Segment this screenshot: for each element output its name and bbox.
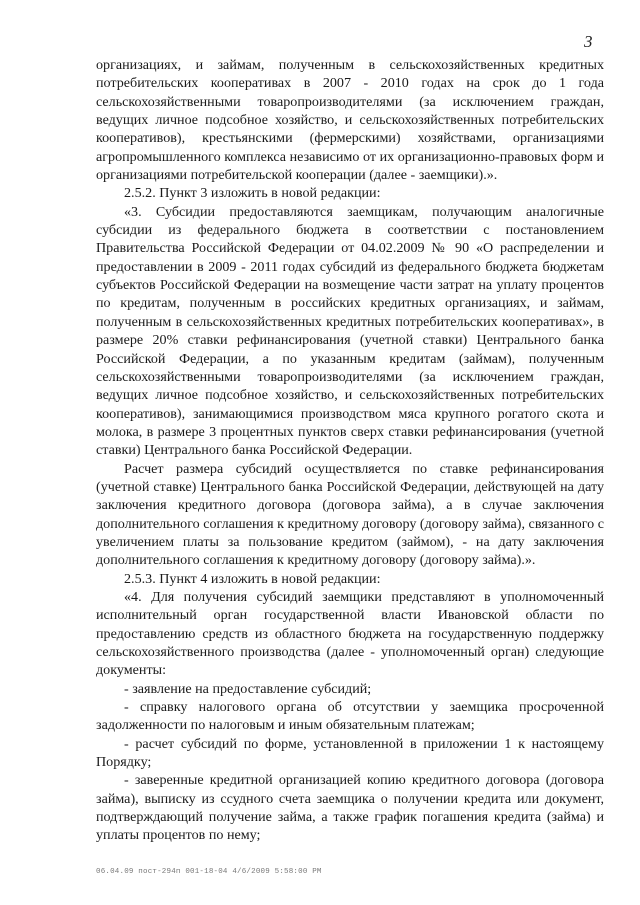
document-footer: 06.04.09 пост-294п 001-18-04 4/6/2009 5:58:00 PM bbox=[96, 868, 322, 876]
document-body bbox=[96, 56, 604, 845]
list-item-tax-certificate: - справку налогового органа об отсутствии у заемщика просроченной задолженности по налоговым и иным обязательным платежам; bbox=[96, 699, 604, 734]
page-number: 3 bbox=[584, 32, 593, 51]
paragraph-subsidy-calculation: Расчет размера субсидий осуществляется по ставке рефинансирования (учетной ставке) Центрального банка Российской Федерации, действующей на дату заключения кредитного договора (договора займа), а в случае заключения дополнительного соглашения к кредитному договору (договору займа), связанного с увеличением платы за пользование кредитом (займом), - на дату заключения дополнительного соглашения к кредитному договору (договору займа).». bbox=[96, 460, 604, 569]
paragraph-2-5-3-heading: 2.5.3. Пункт 4 изложить в новой редакции: bbox=[124, 570, 381, 587]
list-item-loan-documents: - заверенные кредитной организацией копию кредитного договора (договора займа), выписку из ссудного счета заемщика о получении кредита или документ, подтверждающий получение займа, а также график погашения кредита (займа) и уплаты процентов по нему; bbox=[96, 772, 604, 844]
paragraph-clause-4: «4. Для получения субсидий заемщики представляют в уполномоченный исполнительный орган государственной власти Ивановской области по предоставлению средств из областного бюджета на государственную поддержку сельскохозяйственного производства (далее - уполномоченный орган) следующие документы: bbox=[96, 588, 604, 679]
paragraph-clause-3: «3. Субсидии предоставляются заемщикам, получающим аналогичные субсидии из федерального бюджета в соответствии с постановлением Правительства Российской Федерации от 04.02.2009 № 90 «О распределении и предоставлении в 2009 - 2011 годах субсидий из федерального бюджета бюджетам субъектов Российской Федерации на возмещение части затрат на уплату процентов по кредитам, полученным в российских кредитных организациях, и займам, полученным в сельскохозяйственных кредитных потребительских кооперативах», в размере 20% ставки рефинансирования (учетной ставки) Центрального банка Российской Федерации, а по указанным кредитам (займам), полученным сельскохозяйственными товаропроизводителями (за исключением граждан, ведущих личное подсобное хозяйство, и сельскохозяйственных потребительских кооперативов), занимающимися производством мяса крупного рогатого скота и молока, в размере 3 процентных пунктов сверх ставки рефинансирования (учетной ставки) Центрального банка Российской Федерации. bbox=[96, 203, 604, 459]
paragraph-2-5-2-heading: 2.5.2. Пункт 3 изложить в новой редакции: bbox=[124, 185, 381, 202]
list-item-subsidy-calculation: - расчет субсидий по форме, установленной в приложении 1 к настоящему Порядку; bbox=[96, 735, 604, 771]
list-item-application: - заявление на предоставление субсидий; bbox=[124, 680, 372, 697]
paragraph-continuation: организациях, и займам, полученным в сельскохозяйственных кредитных потребительских кооперативах в 2007 - 2010 годах на срок до 1 года сельскохозяйственными товаропроизводителями (за исключением граждан, ведущих личное подсобное хозяйство, и сельскохозяйственных потребительских кооперативов), крестьянскими (фермерскими) хозяйствами, организациями агропромышленного комплекса независимо от их организационно-правовых форм и организациями потребительской кооперации (далее - заемщики).». bbox=[96, 57, 604, 184]
